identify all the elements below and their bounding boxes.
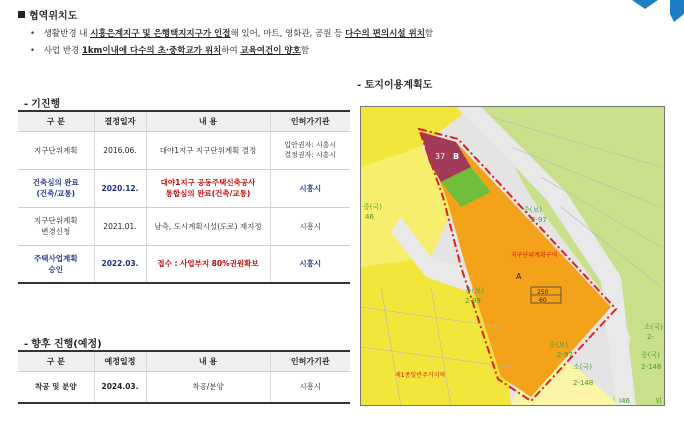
map-title: - 토지이용계획도 <box>357 80 433 91</box>
table-header-row <box>18 351 350 371</box>
map-label-left-num: 46 <box>365 213 374 221</box>
map-label-plot-bottom: 60 <box>539 297 547 304</box>
header-authority: 인허가기관 <box>270 111 350 131</box>
cell-category: 주택사업계획 승인 <box>18 245 94 283</box>
cell-content: 대야1지구 지구단위계획 결정 <box>146 131 270 169</box>
map-label-road-2: 중(보) <box>465 287 484 295</box>
section-title-text: 협역위치도 <box>29 11 78 22</box>
map-label-zone-code-b: 37 <box>435 152 446 161</box>
map-label-bottom-left: I46 <box>619 397 630 405</box>
cell-category: 지구단위계획 <box>18 131 94 169</box>
cell-date: 2021.01. <box>94 207 146 245</box>
intro-bullets <box>30 26 433 60</box>
table-row <box>18 207 350 245</box>
map-label-boundary: 지구단위계획구역 <box>511 252 558 259</box>
cell-content: 접수 : 사업부지 80%권원확보 <box>146 245 270 283</box>
table-row <box>18 245 350 283</box>
future-table <box>18 350 350 404</box>
table-row <box>18 169 350 207</box>
table-header-row <box>18 111 350 131</box>
cell-date: 2020.12. <box>94 169 146 207</box>
section-title <box>18 7 77 22</box>
cell-date: 2022.03. <box>94 245 146 283</box>
map-label-zone-b: B <box>453 152 460 161</box>
cell-category: 지구단위계획 변경신청 <box>18 207 94 245</box>
map-label-yellow-zone: 제1종일반주거지역 <box>395 372 446 379</box>
header-content: 내 용 <box>146 111 270 131</box>
cell-date: 2016.06. <box>94 131 146 169</box>
map-label-road-4-num: 2-148 <box>573 379 594 387</box>
cell-content: 착공/분양 <box>146 371 270 403</box>
cell-authority: 시흥시 <box>270 371 350 403</box>
map-label-road-5: 소(국) <box>644 323 663 331</box>
cell-content: 대야1지구 공동주택신축공사 통합심의 완료(건축/교통) <box>146 169 270 207</box>
map-label-road-6-num: 2-148 <box>641 363 662 371</box>
future-title: - 향후 진행(예정) <box>24 339 102 350</box>
cell-authority: 시흥시 <box>270 245 350 283</box>
cell-authority: 입안권자: 시흥시 결정권자: 시흥시 <box>270 131 350 169</box>
map-label-zone-a: A <box>516 272 522 281</box>
cell-date: 2024.03. <box>94 371 146 403</box>
header-authority: 인허가기관 <box>270 351 350 371</box>
land-use-map <box>360 106 665 406</box>
intro-bullet-1: • 생활반경 내 시흥은계지구 및 은행택지지구가 인접해 있어, 마트, 영화관, 공원 등 다수의 편의시설 위치함 <box>30 26 433 43</box>
table-row <box>18 131 350 169</box>
progress-title: - 기진행 <box>24 99 61 110</box>
header-content: 내 용 <box>146 351 270 371</box>
header-category: 구 분 <box>18 111 94 131</box>
map-label-road-1-num: 2-97 <box>531 216 547 224</box>
map-label-road-1: 중(보) <box>523 206 542 214</box>
header-date: 예정일정 <box>94 351 146 371</box>
cell-category: 착공 및 분양 <box>18 371 94 403</box>
map-label-road-5-num: 2- <box>647 333 654 341</box>
header-category: 구 분 <box>18 351 94 371</box>
cell-authority: 시흥시 <box>270 207 350 245</box>
land-use-map-svg <box>361 107 665 406</box>
map-label-road-6: 중(국) <box>641 351 660 359</box>
map-label-plot-top: 250 <box>537 289 549 296</box>
cell-authority: 시흥시 <box>270 169 350 207</box>
table-row <box>18 371 350 403</box>
progress-table <box>18 110 350 284</box>
map-label-road-3: 중(보) <box>549 341 568 349</box>
map-label-road-2-num: 2-99 <box>465 297 481 305</box>
map-label-left: 중(국) <box>363 203 382 211</box>
intro-bullet-2: • 사업 반경 1km이내에 다수의 초·중학교가 위치하여 교육여건이 양호함 <box>30 43 433 60</box>
map-label-road-4: 소(국) <box>573 363 592 371</box>
cell-category: 건축심의 완료 (건축/교통) <box>18 169 94 207</box>
square-bullet-icon <box>18 11 25 18</box>
corner-decoration <box>614 0 684 22</box>
map-label-bottom-right: 외 <box>655 397 662 405</box>
map-label-road-3-num: 2-97 <box>557 351 573 359</box>
header-date: 결정일자 <box>94 111 146 131</box>
cell-content: 남측, 도시계획시설(도로) 재지정 <box>146 207 270 245</box>
